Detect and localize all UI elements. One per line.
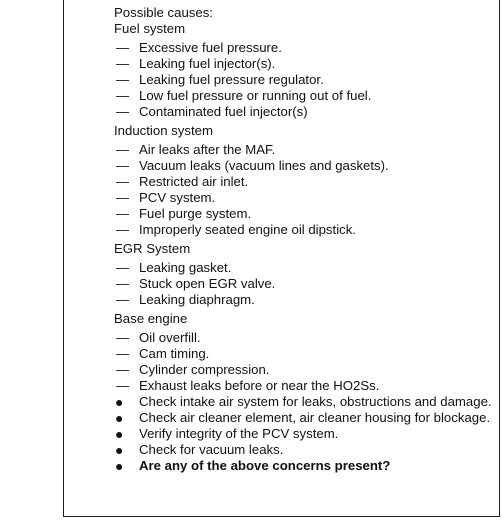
- check-item: ● Check intake air system for leaks, obstructions and damage.: [115, 394, 492, 410]
- list-item: — Low fuel pressure or running out of fuel.: [116, 88, 372, 103]
- egr-system-list: [114, 260, 494, 308]
- diagnostic-content: [114, 5, 494, 474]
- section-heading-base-engine: Base engine: [114, 311, 188, 326]
- list-item: — Fuel purge system.: [116, 206, 252, 221]
- base-engine-list: [114, 330, 494, 394]
- dash-icon: —: [116, 158, 130, 173]
- list-item: — Leaking gasket.: [116, 260, 232, 275]
- list-item: — Leaking fuel pressure regulator.: [116, 72, 324, 87]
- list-item: — Leaking fuel injector(s).: [116, 56, 276, 71]
- bullet-icon: ●: [115, 394, 124, 410]
- section-heading-induction-system: Induction system: [114, 123, 213, 138]
- dash-icon: —: [116, 88, 130, 103]
- dash-icon: —: [116, 72, 130, 87]
- check-list: [114, 394, 494, 474]
- check-item: ● Check air cleaner element, air cleaner housing for blockage.: [115, 410, 491, 426]
- dash-icon: —: [116, 378, 130, 393]
- list-item: — Oil overfill.: [116, 330, 201, 345]
- dash-icon: —: [116, 104, 130, 119]
- dash-icon: —: [116, 330, 130, 345]
- list-item: — Air leaks after the MAF.: [116, 142, 276, 157]
- bullet-icon: ●: [115, 410, 124, 426]
- section-heading-egr-system: EGR System: [114, 241, 191, 256]
- list-item: — Contaminated fuel injector(s): [116, 104, 308, 119]
- dash-icon: —: [116, 276, 130, 291]
- list-item: — PCV system.: [116, 190, 216, 205]
- dash-icon: —: [116, 190, 130, 205]
- list-item: — Exhaust leaks before or near the HO2Ss.: [116, 378, 380, 393]
- list-item: — Stuck open EGR valve.: [116, 276, 276, 291]
- dash-icon: —: [116, 260, 130, 275]
- dash-icon: —: [116, 142, 130, 157]
- dash-icon: —: [116, 174, 130, 189]
- section-heading-fuel-system: Fuel system: [114, 21, 186, 36]
- dash-icon: —: [116, 40, 130, 55]
- dash-icon: —: [116, 292, 130, 307]
- list-item: — Improperly seated engine oil dipstick.: [116, 222, 356, 237]
- list-item: — Restricted air inlet.: [116, 174, 249, 189]
- concerns-question: ● Are any of the above concerns present?: [115, 458, 391, 474]
- list-item: — Vacuum leaks (vacuum lines and gaskets).: [116, 158, 389, 173]
- list-item: — Cam timing.: [116, 346, 210, 361]
- bullet-icon: ●: [115, 442, 124, 458]
- list-item: — Excessive fuel pressure.: [116, 40, 282, 55]
- dash-icon: —: [116, 362, 130, 377]
- check-item: ● Check for vacuum leaks.: [115, 442, 284, 458]
- dash-icon: —: [116, 206, 130, 221]
- dash-icon: —: [116, 346, 130, 361]
- possible-causes-label: Possible causes:: [114, 5, 213, 20]
- list-item: — Cylinder compression.: [116, 362, 270, 377]
- check-item: ● Verify integrity of the PCV system.: [115, 426, 339, 442]
- fuel-system-list: [114, 40, 494, 120]
- bullet-icon: ●: [115, 426, 124, 442]
- list-item: — Leaking diaphragm.: [116, 292, 255, 307]
- bullet-icon: ●: [115, 458, 124, 474]
- dash-icon: —: [116, 56, 130, 71]
- dash-icon: —: [116, 222, 130, 237]
- induction-system-list: [114, 142, 494, 238]
